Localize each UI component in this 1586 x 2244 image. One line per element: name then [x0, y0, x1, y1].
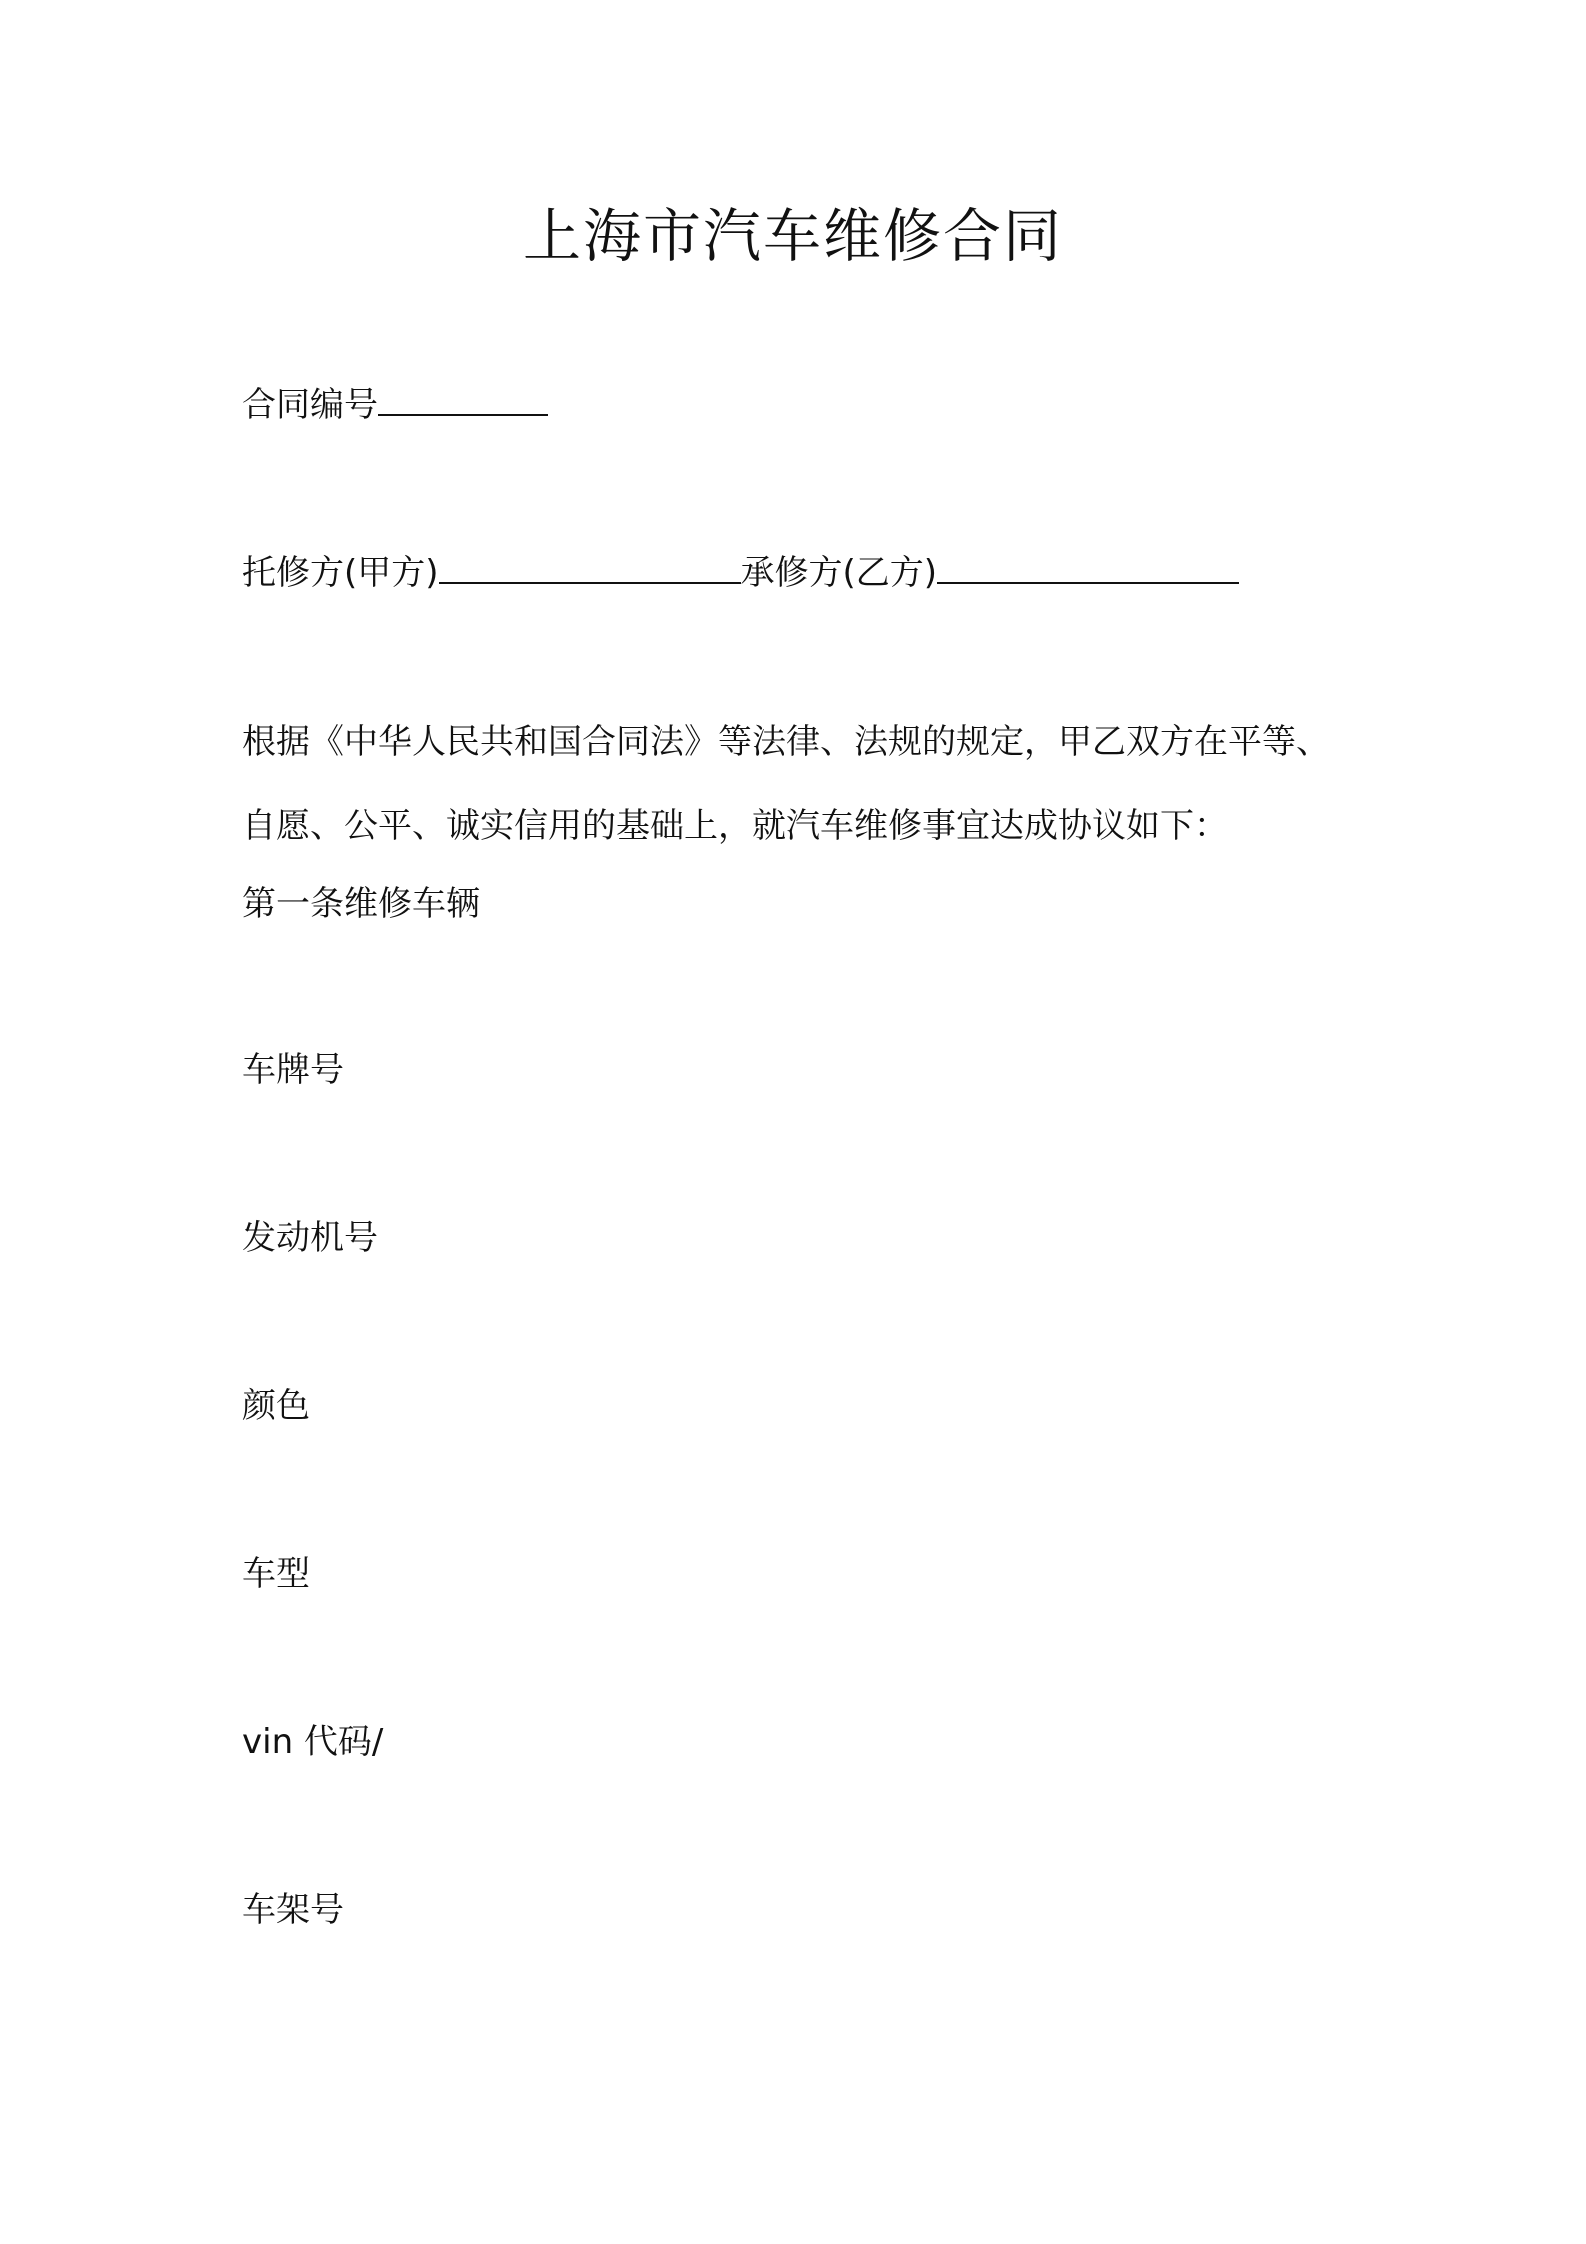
- vehicle-field-color: 颜色: [242, 1386, 310, 1426]
- party-a-label: 托修方(甲方): [242, 553, 439, 593]
- document-title: 上海市汽车维修合同: [522, 202, 1063, 270]
- contract-number-blank[interactable]: [378, 378, 548, 416]
- vehicle-field-model: 车型: [242, 1554, 310, 1594]
- article-one-heading: 第一条维修车辆: [242, 884, 480, 924]
- vehicle-field-vin-code: vin 代码/: [242, 1722, 384, 1762]
- party-b-label: 承修方(乙方): [740, 553, 938, 593]
- vehicle-field-engine-number: 发动机号: [242, 1218, 378, 1258]
- contract-number-line: [242, 378, 548, 429]
- parties-line: [242, 546, 1239, 597]
- party-b-blank[interactable]: [937, 546, 1239, 584]
- party-a-blank[interactable]: [439, 546, 741, 584]
- vehicle-field-plate-number: 车牌号: [242, 1050, 344, 1090]
- intro-paragraph: 根据《中华人民共和国合同法》等法律、法规的规定，甲乙双方在平等、自愿、公平、诚实信用的基础上，就汽车维修事宜达成协议如下：: [242, 722, 1330, 846]
- vehicle-field-frame-number: 车架号: [242, 1890, 344, 1930]
- contract-number-label: 合同编号: [242, 385, 378, 425]
